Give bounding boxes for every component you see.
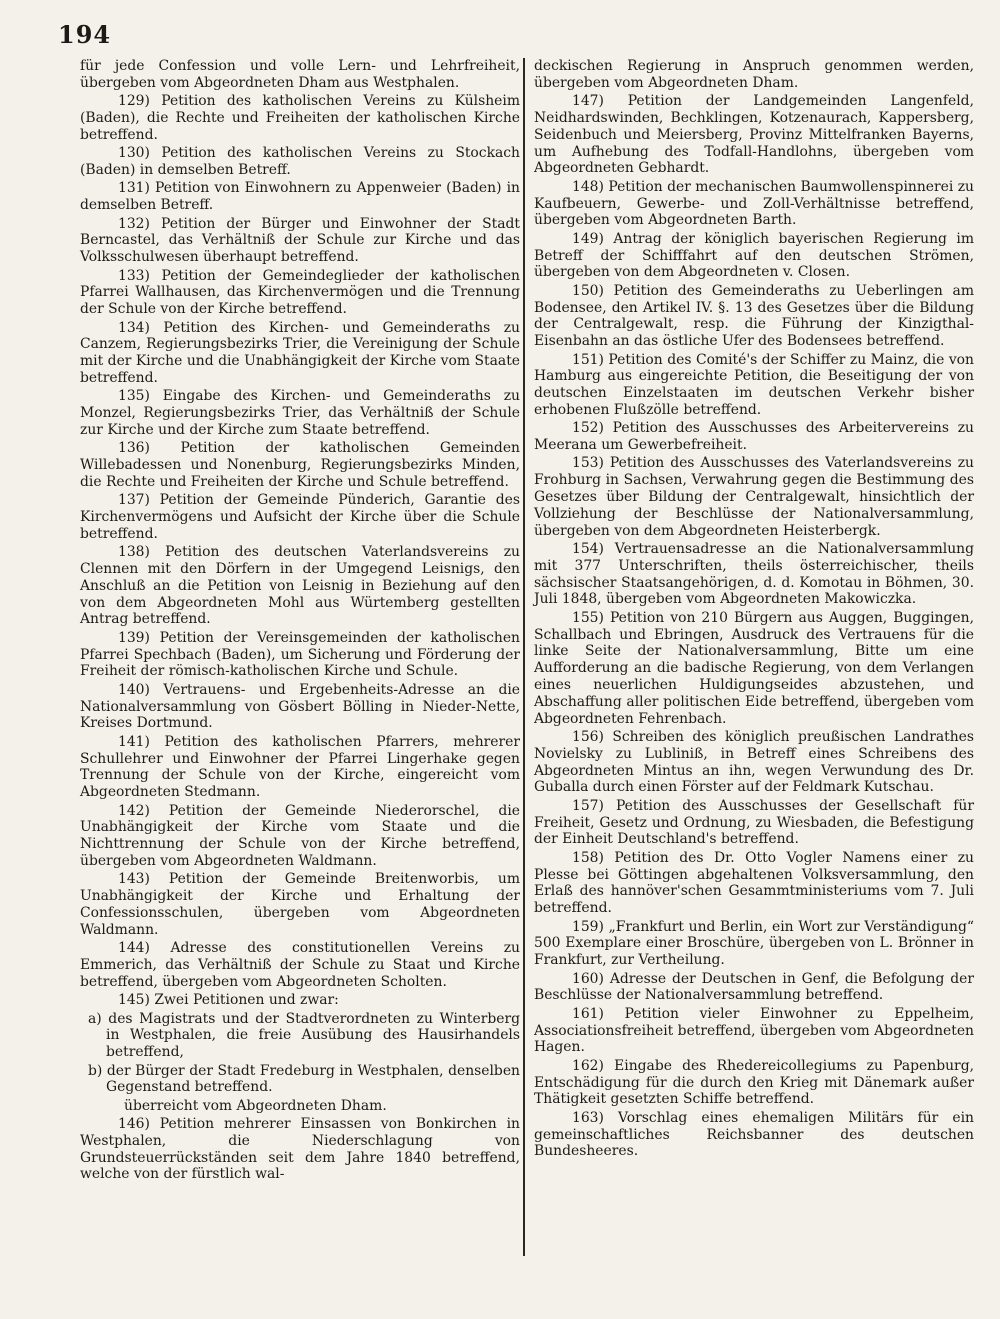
petition-entry: 137) Petition der Gemeinde Pünderich, Garantie des Kirchenvermögens und Aufsicht der Kirche über die Schule betreffend. [80, 492, 520, 542]
petition-entry: 134) Petition des Kirchen- und Gemeinderaths zu Canzem, Regierungsbezirks Trier, die Vereinigung der Schule mit der Kirche und die Unabhängigkeit der Kirche vom Staate betreffend. [80, 319, 520, 386]
left-column [80, 58, 520, 1185]
petition-entry: 132) Petition der Bürger und Einwohner der Stadt Berncastel, das Verhältniß der Schule zur Kirche und das Volksschulwesen überhaupt betreffend. [80, 215, 520, 266]
petition-entry: 151) Petition des Comité's der Schiffer zu Mainz, die von Hamburg aus eingereichte Petition, die Beseitigung der von deutschen Einzelstaaten im deutschen Verkehr bisher erhobenen Flußzölle betreffend. [534, 351, 974, 418]
petition-entry: 155) Petition von 210 Bürgern aus Auggen, Buggingen, Schallbach und Ebringen, Ausdruck des Vertrauens für die linke Seite der Nationalversammlung, Bitte um eine Aufforderung an die badische Regierung, von dem Verlangen eines neuerlichen Huldigungseides abzustehen, und Abschaffung aller politischen Eide betreffend, übergeben vom Abgeordneten Fehrenbach. [534, 609, 974, 727]
petition-entry: 154) Vertrauensadresse an die Nationalversammlung mit 377 Unterschriften, theils österreichischer, theils sächsischer Staatsangehörigen, d. d. Komotau in Böhmen, 30. Juli 1848, übergeben vom Abgeordneten Makowiczka. [534, 541, 974, 608]
petition-entry: 160) Adresse der Deutschen in Genf, die Befolgung der Beschlüsse der Nationalversammlung betreffend. [534, 970, 974, 1004]
petition-entry: 136) Petition der katholischen Gemeinden Willebadessen und Nonenburg, Regierungsbezirks Minden, die Rechte und Freiheiten der Kirche und Schule betreffend. [80, 440, 520, 490]
petition-entry: 153) Petition des Ausschusses des Vaterlandsvereins zu Frohburg in Sachsen, Verwahrung gegen die Bestimmung des Gesetzes über Bildung der Centralgewalt, hinsichtlich der Vollziehung der Beschlüsse der Nationalversammlung, übergeben von dem Abgeordneten Heisterbergk. [534, 455, 974, 539]
petition-entry: 152) Petition des Ausschusses des Arbeitervereins zu Meerana um Gewerbefreiheit. [534, 420, 974, 454]
petition-entry: 147) Petition der Landgemeinden Langenfeld, Neidhardswinden, Bechklingen, Kotzenaurach, Kappersberg, Seidenbuch und Meiersberg, Provinz Mittelfranken Bayerns, um Aufhebung des Todfall-Handlohns, übergeben vom Abgeordneten Gebhardt. [534, 93, 974, 177]
petition-entry: 146) Petition mehrerer Einsassen von Bonkirchen in Westphalen, die Niederschlagung von Grundsteuerrückständen seit dem Jahre 1840 betreffend, welche von der fürstlich wal- [80, 1116, 520, 1183]
page-number: 194 [58, 20, 112, 49]
petition-entry: 131) Petition von Einwohnern zu Appenweier (Baden) in demselben Betreff. [80, 180, 520, 214]
petition-entry: 149) Antrag der königlich bayerischen Regierung im Betreff der Schifffahrt auf den deutschen Strömen, übergeben von dem Abgeordneten v. Closen. [534, 230, 974, 281]
petition-entry: 148) Petition der mechanischen Baumwollenspinnerei zu Kaufbeuern, Gewerbe- und Zoll-Verhältnisse betreffend, übergeben vom Abgeordneten Barth. [534, 178, 974, 229]
petition-entry: 135) Eingabe des Kirchen- und Gemeinderaths zu Monzel, Regierungsbezirks Trier, das Verhältniß der Schule zur Kirche und der Kirche zum Staate betreffend. [80, 388, 520, 438]
petition-entry: 157) Petition des Ausschusses der Gesellschaft für Freiheit, Gesetz und Ordnung, zu Wiesbaden, die Befestigung der Einheit Deutschland's betreffend. [534, 797, 974, 848]
petition-entry: 144) Adresse des constitutionellen Vereins zu Emmerich, das Verhältniß der Schule zu Staat und Kirche betreffend, übergeben vom Abgeordneten Scholten. [80, 940, 520, 990]
petition-entry: 163) Vorschlag eines ehemaligen Militärs für ein gemeinschaftliches Reichsbanner des deutschen Bundesheeres. [534, 1109, 974, 1160]
petition-entry: 162) Eingabe des Rhedereicollegiums zu Papenburg, Entschädigung für die durch den Krieg mit Dänemark außer Thätigkeit gesetzten Schiffe betreffend. [534, 1057, 974, 1108]
petition-entry: 141) Petition des katholischen Pfarrers, mehrerer Schullehrer und Einwohner der Pfarrei Lingerhake gegen Trennung der Schule von der Kirche, eingereicht vom Abgeordneten Stedmann. [80, 733, 520, 801]
petition-entry: 139) Petition der Vereinsgemeinden der katholischen Pfarrei Spechbach (Baden), um Sicherung und Förderung der Freiheit der römisch-katholischen Kirche und Schule. [80, 629, 520, 680]
petition-entry: 142) Petition der Gemeinde Niederorschel, die Unabhängigkeit der Kirche vom Staate und die Nichttrennung der Schule von der Kirche betreffend, übergeben vom Abgeordneten Waldmann. [80, 802, 520, 869]
petition-entry: 138) Petition des deutschen Vaterlandsvereins zu Clennen mit den Dörfern in der Umgegend Leisnigs, den Anschluß an die Petition von Leisnig in Beziehung auf den von dem Abgeordneten Mohl aus Würtemberg gestellten Antrag betreffend. [80, 544, 520, 628]
petition-entry: 143) Petition der Gemeinde Breitenworbis, um Unabhängigkeit der Kirche und Erhaltung der Confessionsschulen, übergeben vom Abgeordneten Waldmann. [80, 871, 520, 938]
petition-entry: deckischen Regierung in Anspruch genommen werden, übergeben vom Abgeordneten Dham. [534, 58, 974, 91]
petition-subitem: a) des Magistrats und der Stadtverordneten zu Winterberg in Westphalen, die freie Ausübung des Hausirhandels betreffend, [88, 1010, 520, 1061]
petition-entry: 140) Vertrauens- und Ergebenheits-Adresse an die Nationalversammlung von Gösbert Bölling in Nieder-Nette, Kreises Dortmund. [80, 681, 520, 732]
petition-entry: 145) Zwei Petitionen und zwar: [118, 992, 339, 1009]
petition-entry: 159) „Frankfurt und Berlin, ein Wort zur Verständigung“ 500 Exemplare einer Broschüre, übergeben von L. Brönner in Frankfurt, zur Vertheilung. [534, 918, 974, 969]
petition-entry: 150) Petition des Gemeinderaths zu Ueberlingen am Bodensee, den Artikel IV. §. 13 des Gesetzes über die Bildung der Centralgewalt, resp. die Führung der Kinzigthal-Eisenbahn an das östliche Ufer des Bodensees betreffend. [534, 282, 974, 350]
petition-entry: 156) Schreiben des königlich preußischen Landrathes Novielsky zu Lubliniß, in Betreff eines Schreibens des Abgeordneten Mintus an ihn, wegen Verwundung des Dr. Guballa durch einen Förster auf der Feldmark Kutschau. [534, 729, 974, 796]
petition-subitem: b) der Bürger der Stadt Fredeburg in Westphalen, denselben Gegenstand betreffend. [88, 1062, 520, 1096]
petition-entry: 158) Petition des Dr. Otto Vogler Namens einer zu Plesse bei Göttingen abgehaltenen Volksversammlung, den Erlaß des hannöver'schen Gesammtministeriums vom 7. Juli betreffend. [534, 849, 974, 917]
petition-entry: 130) Petition des katholischen Vereins zu Stockach (Baden) in demselben Betreff. [80, 145, 520, 178]
petition-entry: 133) Petition der Gemeindeglieder der katholischen Pfarrei Wallhausen, das Kirchenvermögen und die Trennung der Schule von der Kirche betreffend. [80, 267, 520, 318]
petition-subitem: überreicht vom Abgeordneten Dham. [124, 1097, 387, 1114]
petition-entry: 161) Petition vieler Einwohner zu Eppelheim, Associationsfreiheit betreffend, übergeben vom Abgeordneten Hagen. [534, 1005, 974, 1056]
petition-entry: 129) Petition des katholischen Vereins zu Külsheim (Baden), die Rechte und Freiheiten der katholischen Kirche betreffend. [80, 93, 520, 143]
column-divider [523, 58, 525, 1256]
petition-entry: für jede Confession und volle Lern- und Lehrfreiheit, übergeben vom Abgeordneten Dham aus Westphalen. [80, 58, 520, 91]
right-column [534, 58, 974, 1162]
